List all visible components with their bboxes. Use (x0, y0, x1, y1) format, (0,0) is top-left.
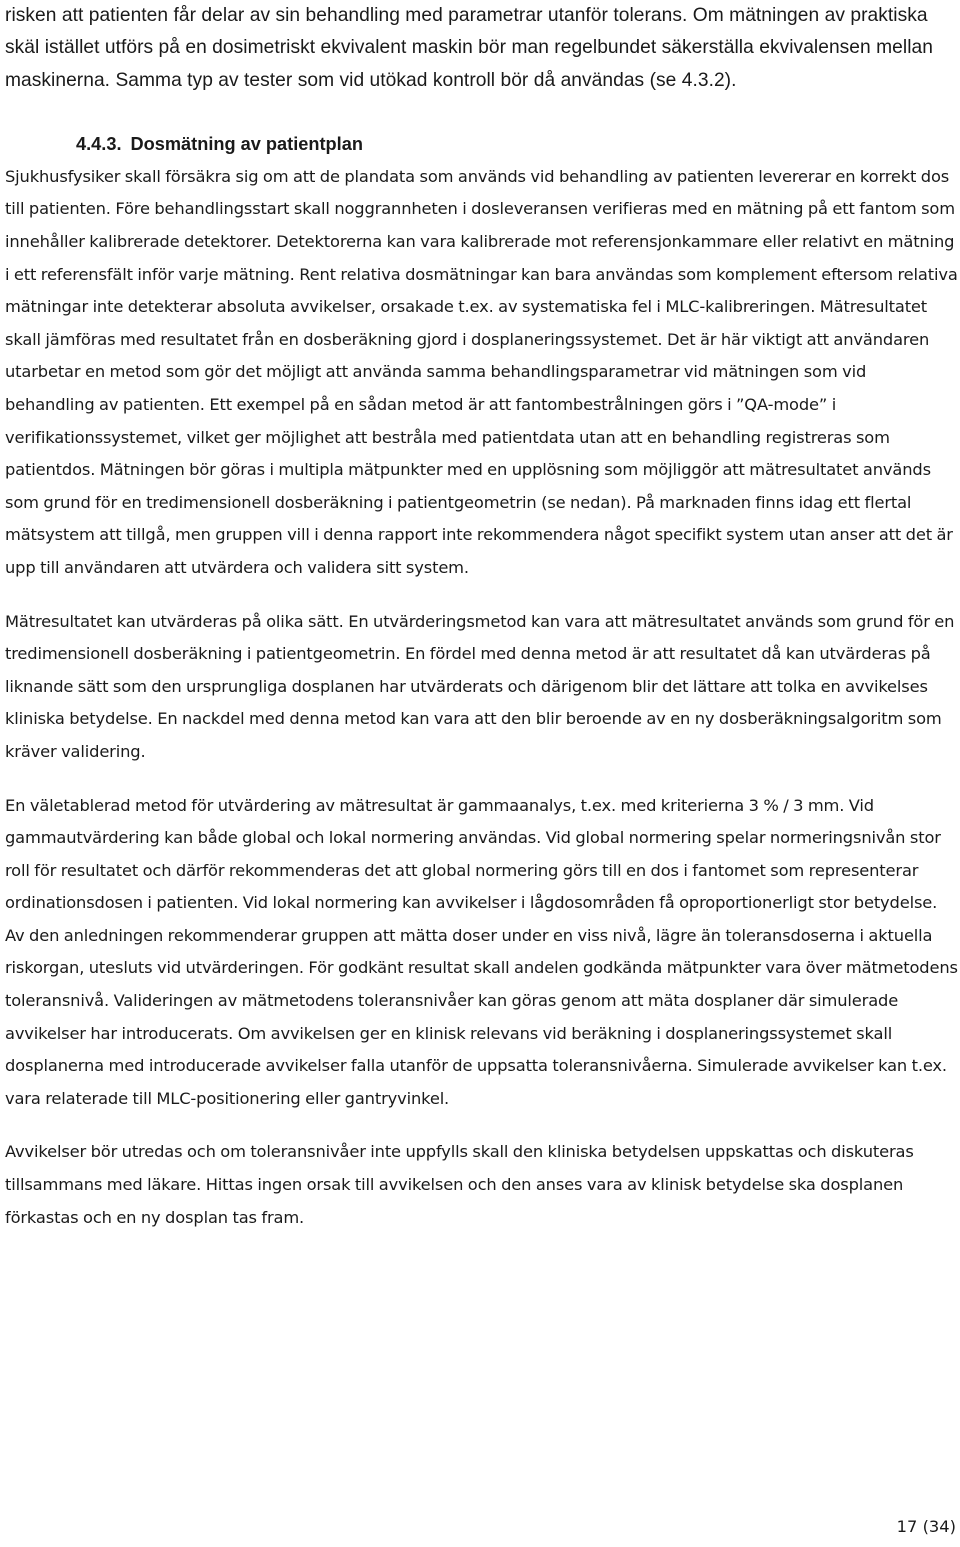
section-4-4-3 (5, 128, 960, 1234)
page-number: 17 (34) (896, 1517, 956, 1536)
section-heading (5, 128, 960, 161)
body-paragraph-1: Sjukhusfysiker skall försäkra sig om att de plandata som används vid behandling av patienten levererar en korrekt dos till patienten. Före behandlingsstart skall noggrannheten i dosleveransen verifieras med en mätning på ett fantom som innehåller kalibrerade detektorer. Detektorerna kan vara kalibrerade mot referensjonkammare eller relativt en mätning i ett referensfält inför varje mätning. Rent relativa dosmätningar kan bara användas som komplement eftersom relativa mätningar inte detekterar absoluta avvikelser, orsakade t.ex. av systematiska fel i MLC-kalibreringen. Mätresultatet skall jämföras med resultatet från en dosberäkning gjord i dosplaneringssystemet. Det är här viktigt att användaren utarbetar en metod som gör det möjligt att använda samma behandlingsparametrar vid mätningen som vid behandling av patienten. Ett exempel på en sådan metod är att fantombestrålningen görs i ”QA-mode” i verifikationssystemet, vilket ger möjlighet att bestråla med patientdata utan att en behandling registreras som patientdos. Mätningen bör göras i multipla mätpunkter med en upplösning som möjliggör att mätresultatet används som grund för en tredimensionell dosberäkning i patientgeometrin (se nedan). På marknaden finns idag ett flertal mätsystem att tillgå, men gruppen vill i denna rapport inte rekommendera något specifikt system utan anser att det är upp till användaren att utvärdera och validera sitt system. (5, 166, 958, 577)
body-paragraph-4: Avvikelser bör utredas och om toleransnivåer inte uppfylls skall den kliniska betydelsen uppskattas och diskuteras tillsammans med läkare. Hittas ingen orsak till avvikelsen och den anses vara av klinisk betydelse ska dosplanen förkastas och en ny dosplan tas fram. (5, 1142, 914, 1227)
section-number: 4.4.3. (76, 134, 122, 155)
body-paragraph-2: Mätresultatet kan utvärderas på olika sätt. En utvärderingsmetod kan vara att mätresultatet används som grund för en tredimensionell dosberäkning i patientgeometrin. En fördel med denna metod är att resultatet då kan utvärderas på liknande sätt som den ursprungliga dosplanen har utvärderats och därigenom blir det lättare att tolka en avvikelses kliniska betydelse. En nackdel med denna metod kan vara att den blir beroende av en ny dosberäkningsalgoritm som kräver validering. (5, 611, 955, 761)
intro-paragraph: risken att patienten får delar av sin behandling med parametrar utanför tolerans. Om mätningen av praktiska skäl istället utförs på en dosimetriskt ekvivalent maskin bör man regelbundet säkerställa ekvivalensen mellan maskinerna. Samma typ av tester som vid utökad kontroll bör då användas (se 4.3.2). (5, 5, 933, 91)
body-paragraph-3: En väletablerad metod för utvärdering av mätresultat är gammaanalys, t.ex. med kriterierna 3 % / 3 mm. Vid gammautvärdering kan både global och lokal normering användas. Vid global normering spelar normeringsnivån stor roll för resultatet och därför rekommenderas det att global normering görs till en dos i fantomet som representerar ordinationsdosen i patienten. Vid lokal normering kan avvikelser i lågdosområden få oproportionerligt stor betydelse. Av den anledningen rekommenderar gruppen att mätta doser under en viss nivå, lägre än toleransdoserna i aktuella riskorgan, utesluts vid utvärderingen. För godkänt resultat skall andelen godkända mätpunkter vara över mätmetodens toleransnivå. Valideringen av mätmetodens toleransnivåer kan göras genom att mäta dosplaner där simulerade avvikelser har introducerats. Om avvikelsen ger en klinisk relevans vid beräkning i dosplaneringssystemet skall dosplanerna med introducerade avvikelser falla utanför de uppsatta toleransnivåerna. Simulerade avvikelser kan t.ex. vara relaterade till MLC-positionering eller gantryvinkel. (5, 795, 958, 1108)
document-page (5, 0, 960, 1234)
section-title: Dosmätning av patientplan (130, 134, 363, 155)
